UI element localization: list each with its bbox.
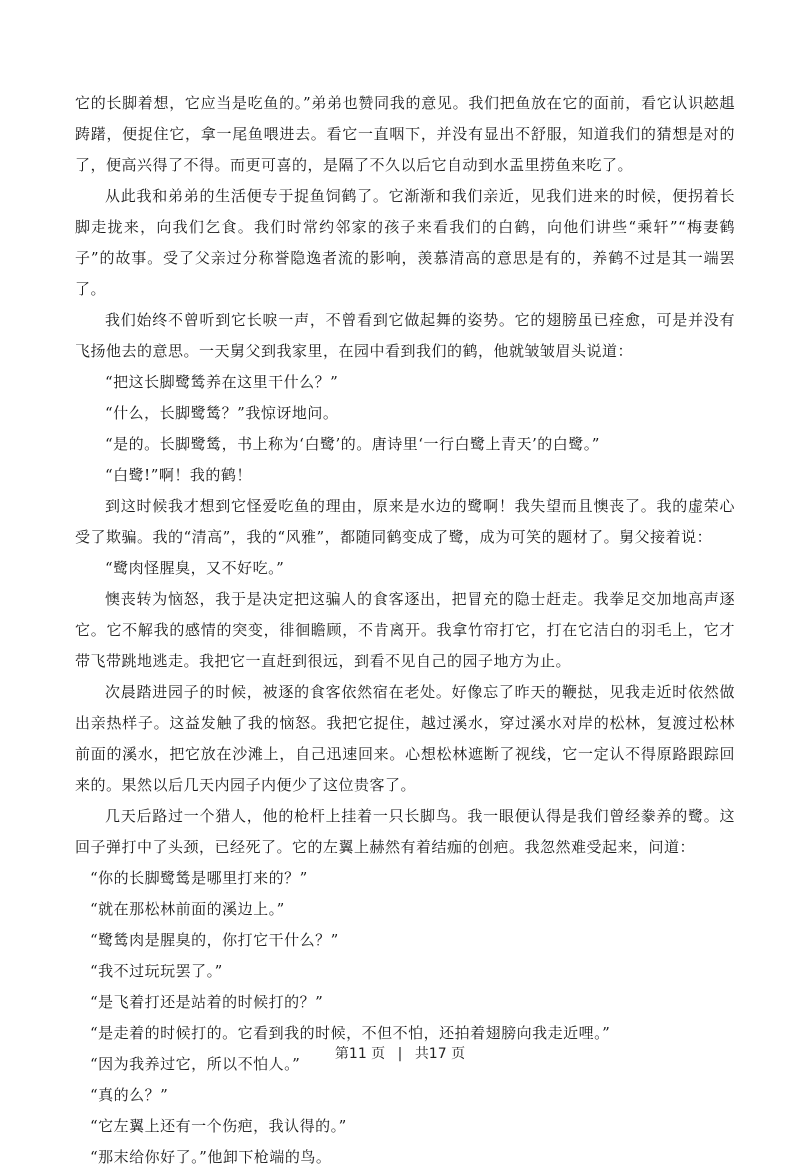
paragraph: 懊丧转为恼怒，我于是决定把这骗人的食客逐出，把冒充的隐士赶走。我拳足交加地高声逐它。它不解我的感情的突变，徘徊瞻顾，不肯离开。我拿竹帘打它，打在它洁白的羽毛上，它才带飞带跳地逃走。我把它一直赶到很远，到看不见自己的园子地方为止。	[75, 590, 735, 670]
body-text	[75, 88, 735, 1173]
dialogue-line: “鹭鸶肉是腥臭的，你打它干什么？”	[90, 931, 339, 949]
page-footer	[0, 1043, 800, 1063]
dialogue-line: “真的么？”	[90, 1086, 169, 1104]
dialogue-line: “是走着的时候打的。它看到我的时候，不但不怕，还拍着翅膀向我走近哩。”	[90, 1024, 611, 1042]
page-total: 共17 页	[414, 1046, 466, 1062]
paragraph: 次晨踏进园子的时候，被逐的食客依然宿在老处。好像忘了昨天的鞭挞，见我走近时依然做出亲热样子。这益发触了我的恼怒。我把它捉住，越过溪水，穿过溪水对岸的松林，复渡过松林前面的溪水，把它放在沙滩上，自己迅速回来。心想松林遮断了视线，它一定认不得原路跟踪回来的。果然以后几天内园子内便少了这位贵客了。	[75, 683, 735, 794]
dialogue-line: “什么，长脚鹭鸶？”我惊讶地问。	[105, 404, 339, 422]
dialogue-line: “因为我养过它，所以不怕人。”	[90, 1055, 301, 1073]
dialogue-line: “白鹭!”啊！我的鹤！	[105, 466, 252, 484]
dialogue-line: “你的长脚鹭鸶是哪里打来的？”	[90, 869, 308, 887]
dialogue-line: “是飞着打还是站着的时候打的？”	[90, 993, 324, 1011]
paragraph: 它的长脚着想，它应当是吃鱼的。”弟弟也赞同我的意见。我们把鱼放在它的面前，看它认识趑趄踌躇，便捉住它，拿一尾鱼喂进去。看它一直咽下，并没有显出不舒服，知道我们的猜想是对的了，便高兴得了不得。而更可喜的，是隔了不久以后它自动到水盂里捞鱼来吃了。	[75, 94, 735, 174]
paragraph: 我们始终不曾听到它长唳一声，不曾看到它做起舞的姿势。它的翅膀虽已痊愈，可是并没有飞扬他去的意思。一天舅父到我家里，在园中看到我们的鹤，他就皱皱眉头说道：	[75, 311, 735, 360]
footer-separator: |	[397, 1046, 403, 1062]
dialogue-line: “那末给你好了。”他卸下枪端的鸟。	[90, 1148, 332, 1166]
paragraph: 从此我和弟弟的生活便专于捉鱼饲鹤了。它渐渐和我们亲近，见我们进来的时候，便拐着长脚走拢来，向我们乞食。我们时常约邻家的孩子来看我们的白鹤，向他们讲些“乘轩”“梅妻鹤子”的故事。受了父亲过分称誉隐逸者流的影响，羡慕清高的意思是有的，养鹤不过是其一端罢了。	[75, 187, 735, 298]
dialogue-line: “我不过玩玩罢了。”	[90, 962, 223, 980]
dialogue-line: “就在那松林前面的溪边上。”	[90, 900, 285, 918]
dialogue-line: “它左翼上还有一个伤疤，我认得的。”	[90, 1117, 347, 1135]
paragraph: 到这时候我才想到它怪爱吃鱼的理由，原来是水边的鹭啊！我失望而且懊丧了。我的虚荣心受了欺骗。我的“清高”，我的“风雅”，都随同鹤变成了鹭，成为可笑的题材了。舅父接着说：	[75, 497, 735, 546]
paragraph: 几天后路过一个猎人，他的枪杆上挂着一只长脚鸟。我一眼便认得是我们曾经豢养的鹭。这回子弹打中了头颈，已经死了。它的左翼上赫然有着结痂的创疤。我忽然难受起来，问道：	[75, 807, 735, 856]
dialogue-line: “鹭肉怪腥臭，又不好吃。”	[105, 559, 285, 577]
dialogue-line: “把这长脚鹭鸶养在这里干什么？”	[105, 373, 339, 391]
dialogue-line: “是的。长脚鹭鸶，书上称为‘白鹭’的。唐诗里‘一行白鹭上青天’的白鹭。”	[105, 435, 600, 453]
page-number: 第11 页	[334, 1046, 386, 1062]
